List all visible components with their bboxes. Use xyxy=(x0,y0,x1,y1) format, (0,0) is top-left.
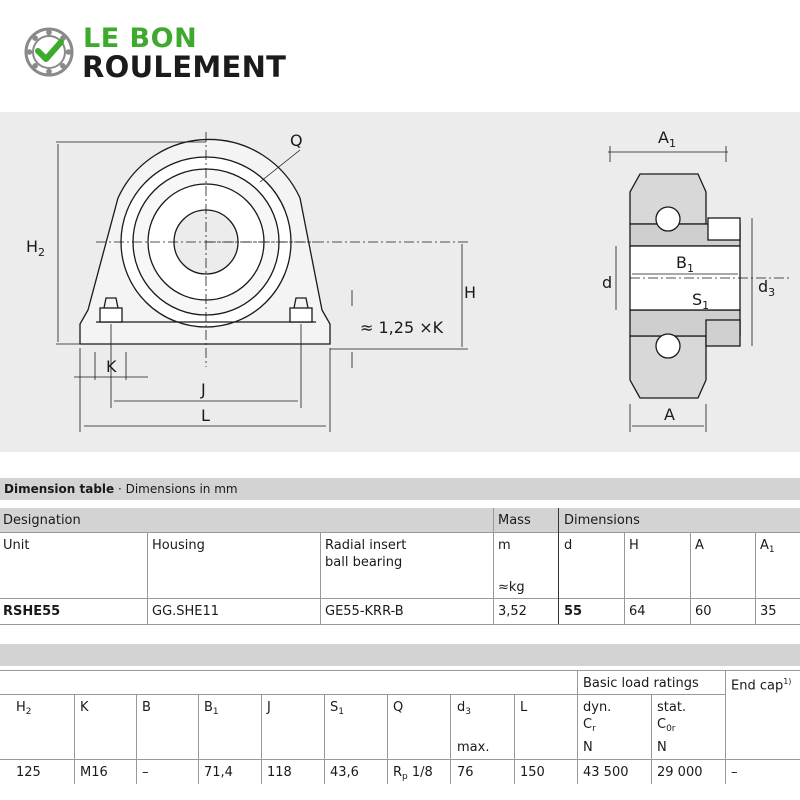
grid-line xyxy=(651,694,652,784)
label-K: K xyxy=(106,357,117,376)
grid-line xyxy=(514,694,515,784)
header-dyn: dyn. xyxy=(583,700,612,715)
grid-line xyxy=(493,508,494,624)
header-B: B xyxy=(142,700,151,715)
label-A: A xyxy=(664,405,675,424)
header-m: m xyxy=(498,538,511,553)
grid-line xyxy=(624,532,625,624)
header-dimensions: Dimensions xyxy=(564,513,640,528)
grid-line xyxy=(136,694,137,784)
grid-line xyxy=(0,694,577,695)
grid-line xyxy=(450,694,451,784)
header-Q: Q xyxy=(393,700,404,715)
brand-line-2: ROULEMENT xyxy=(82,50,287,84)
header-Cr: $C_r$ xyxy=(583,717,596,734)
header-K: K xyxy=(80,700,89,715)
grid-line xyxy=(320,532,321,624)
grid-line xyxy=(0,624,800,625)
header-S1: $S_1$ xyxy=(330,700,344,717)
row2-C0r: 29 000 xyxy=(657,765,703,780)
label-L: L xyxy=(201,406,210,425)
row-unit: RSHE55 xyxy=(3,604,61,619)
header-stat: stat. xyxy=(657,700,687,715)
grid-line xyxy=(147,532,148,624)
header-A1: $A_1$ xyxy=(760,538,775,555)
header-unit: Unit xyxy=(3,538,30,553)
grid-line xyxy=(0,670,800,671)
row-H: 64 xyxy=(629,604,646,619)
grid-line xyxy=(690,532,691,624)
row-A1: 35 xyxy=(760,604,777,619)
row2-L: 150 xyxy=(520,765,545,780)
header-N-dyn: N xyxy=(583,740,593,755)
header-L: L xyxy=(520,700,528,715)
grid-line xyxy=(387,694,388,784)
header-radial-insert-2: ball bearing xyxy=(325,555,403,570)
row2-B1: 71,4 xyxy=(204,765,233,780)
header-d3-max: max. xyxy=(457,740,490,755)
grid-line xyxy=(558,508,559,624)
bearing-drawing-svg xyxy=(0,112,800,452)
bearing-check-logo-icon xyxy=(24,27,74,77)
header-end-cap: End cap$^{1)}$ xyxy=(731,677,792,694)
label-d3: $d_3$ xyxy=(758,277,776,299)
row2-S1: 43,6 xyxy=(330,765,359,780)
row2-Q: $R_p$ 1/8 xyxy=(393,765,433,782)
grid-line xyxy=(198,694,199,784)
row-d: 55 xyxy=(564,604,583,619)
label-approx-1-25-K: ≈ 1,25 ×K xyxy=(360,318,444,337)
row-A: 60 xyxy=(695,604,712,619)
brand-line-1: LE BON xyxy=(83,23,198,54)
label-A1: $A_1$ xyxy=(658,128,676,150)
label-d: d xyxy=(602,273,613,292)
header-C0r: $C_{0r}$ xyxy=(657,717,676,734)
grid-line xyxy=(0,598,800,599)
row2-Cr: 43 500 xyxy=(583,765,629,780)
table2-separator-bar xyxy=(0,644,800,666)
row2-H2: 125 xyxy=(16,765,41,780)
grid-line xyxy=(725,670,726,784)
header-H: H xyxy=(629,538,639,553)
row2-J: 118 xyxy=(267,765,292,780)
header-H2: $H_2$ xyxy=(16,700,32,717)
header xyxy=(0,0,800,112)
row2-d3: 76 xyxy=(457,765,474,780)
header-approx-kg: ≈kg xyxy=(498,580,525,595)
header-d3: $d_3$ xyxy=(457,700,471,717)
header-d: d xyxy=(564,538,573,553)
grid-line xyxy=(0,532,800,533)
header-N-stat: N xyxy=(657,740,667,755)
header-housing: Housing xyxy=(152,538,205,553)
row2-endcap: – xyxy=(731,765,738,780)
table-title: Dimension table · Dimensions in mm xyxy=(0,478,800,500)
header-designation: Designation xyxy=(3,513,81,528)
grid-line xyxy=(324,694,325,784)
grid-line xyxy=(74,694,75,784)
header-B1: $B_1$ xyxy=(204,700,219,717)
label-B1: $B_1$ xyxy=(676,253,694,275)
label-Q: Q xyxy=(290,131,303,150)
row-insert: GE55-KRR-B xyxy=(325,604,404,619)
table1-header-row xyxy=(0,508,800,532)
grid-line xyxy=(577,670,578,784)
technical-drawing xyxy=(0,112,800,452)
label-J: J xyxy=(201,380,206,399)
label-H2: $H_2$ xyxy=(26,237,46,259)
header-J: J xyxy=(267,700,271,715)
label-H: H xyxy=(464,283,477,302)
row-mass: 3,52 xyxy=(498,604,527,619)
grid-line xyxy=(0,759,800,760)
row2-K: M16 xyxy=(80,765,108,780)
grid-line xyxy=(261,694,262,784)
row2-B: – xyxy=(142,765,149,780)
header-A: A xyxy=(695,538,704,553)
label-S1: $S_1$ xyxy=(692,290,710,312)
header-basic-load: Basic load ratings xyxy=(583,676,699,691)
row-housing: GG.SHE11 xyxy=(152,604,220,619)
grid-line xyxy=(755,532,756,624)
header-mass: Mass xyxy=(498,513,531,528)
header-radial-insert-1: Radial insert xyxy=(325,538,407,553)
